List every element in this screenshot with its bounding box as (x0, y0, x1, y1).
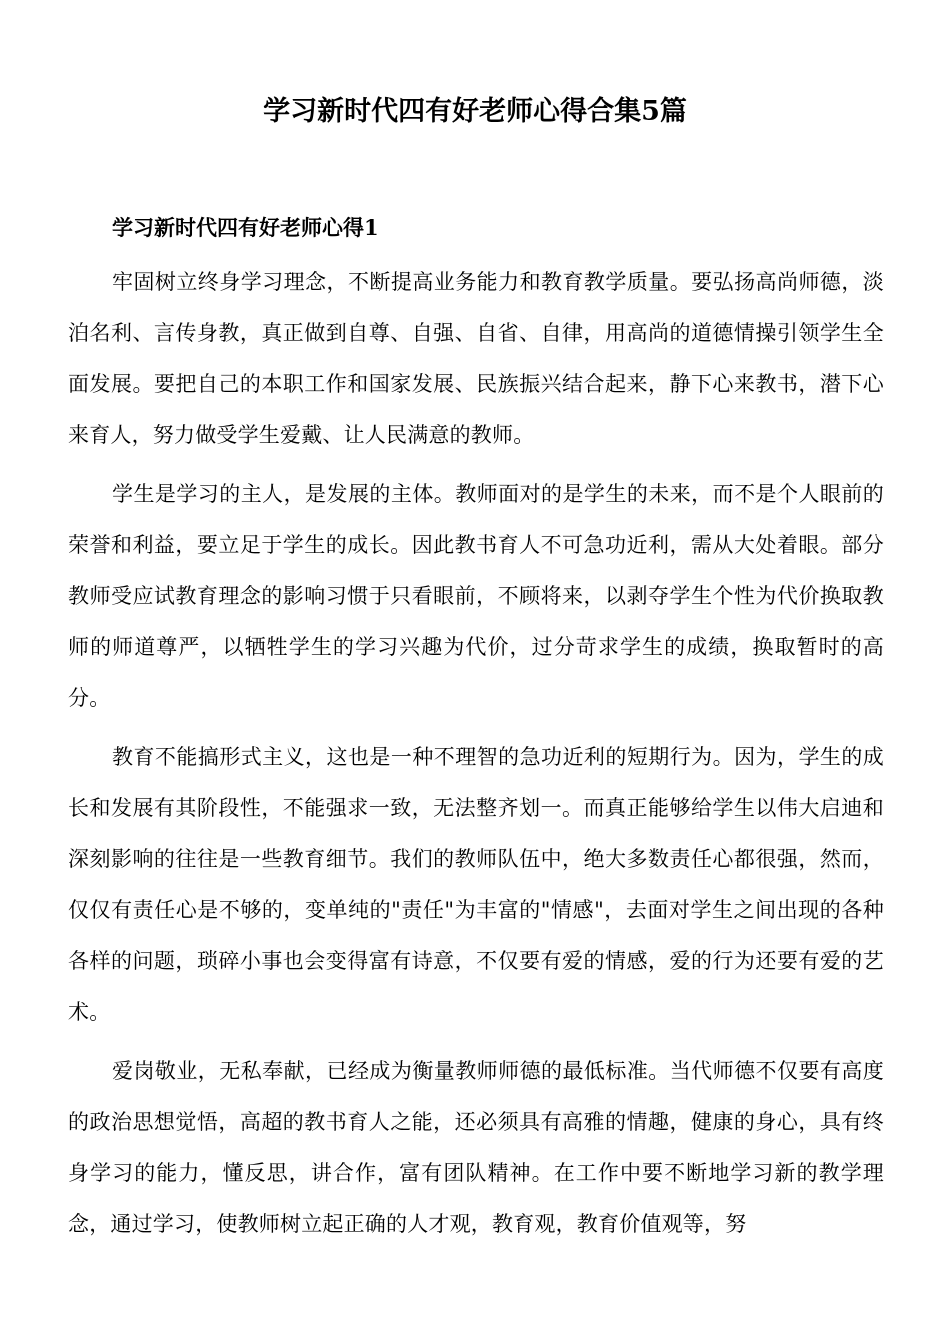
paragraph: 牢固树立终身学习理念，不断提高业务能力和教育教学质量。要弘扬高尚师德，淡泊名利、言传身教，真正做到自尊、自强、自省、自律，用高尚的道德情操引领学生全面发展。要把自己的本职工作和国家发展、民族振兴结合起来，静下心来教书，潜下心来育人，努力做受学生爱戴、让人民满意的教师。 (68, 270, 884, 447)
document-title: 学习新时代四有好老师心得合集5篇 (263, 96, 687, 127)
section-heading: 学习新时代四有好老师心得1 (112, 215, 379, 240)
document-body (68, 257, 884, 1258)
paragraph: 爱岗敬业，无私奉献，已经成为衡量教师师德的最低标准。当代师德不仅要有高度的政治思想觉悟，高超的教书育人之能，还必须具有高雅的情趣，健康的身心，具有终身学习的能力，懂反思，讲合作，富有团队精神。在工作中要不断地学习新的教学理念，通过学习，使教师树立起正确的人才观，教育观，教育价值观等，努 (68, 1059, 884, 1236)
paragraph: 学生是学习的主人，是发展的主体。教师面对的是学生的未来，而不是个人眼前的荣誉和利益，要立足于学生的成长。因此教书育人不可急功近利，需从大处着眼。部分教师受应试教育理念的影响习惯于只看眼前，不顾将来，以剥夺学生个性为代价换取教师的师道尊严，以牺牲学生的学习兴趣为代价，过分苛求学生的成绩，换取暂时的高分。 (68, 482, 884, 710)
paragraph: 教育不能搞形式主义，这也是一种不理智的急功近利的短期行为。因为，学生的成长和发展有其阶段性，不能强求一致，无法整齐划一。而真正能够给学生以伟大启迪和深刻影响的往往是一些教育细节。我们的教师队伍中，绝大多数责任心都很强，然而，仅仅有责任心是不够的，变单纯的"责任"为丰富的"情感"，去面对学生之间出现的各种各样的问题，琐碎小事也会变得富有诗意，不仅要有爱的情感，爱的行为还要有爱的艺术。 (68, 745, 884, 1024)
